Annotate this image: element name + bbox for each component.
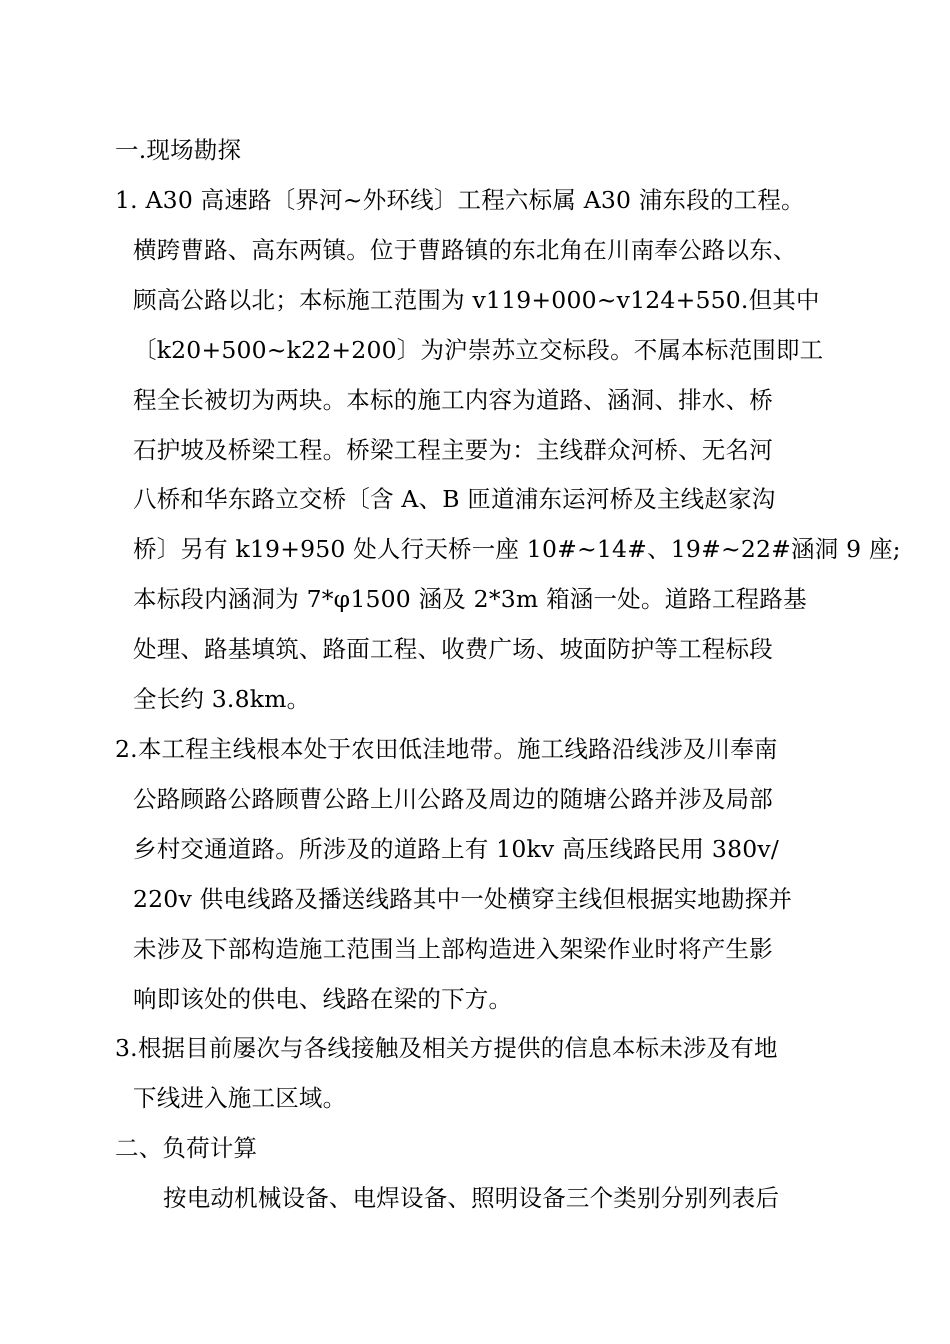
item2-line: 乡村交通道路。所涉及的道路上有 10kv 高压线路民用 380v/: [133, 835, 779, 863]
item2-line: 未涉及下部构造施工范围当上部构造进入架梁作业时将产生影: [133, 935, 773, 963]
item2-line: 2.本工程主线根本处于农田低洼地带。施工线路沿线涉及川奉南: [115, 735, 778, 763]
item1-line: 〔k20+500~k22+200〕为沪崇苏立交标段。不属本标范围即工: [133, 336, 824, 364]
item1-line: 石护坡及桥梁工程。桥梁工程主要为：主线群众河桥、无名河: [133, 436, 773, 464]
section-heading-load-calculation: 二、负荷计算: [115, 1134, 258, 1162]
item1-line: 1. A30 高速路〔界河~外环线〕工程六标属 A30 浦东段的工程。: [115, 186, 805, 214]
paragraph-line: 按电动机械设备、电焊设备、照明设备三个类别分别列表后: [163, 1184, 780, 1212]
item2-line: 响即该处的供电、线路在梁的下方。: [133, 985, 513, 1013]
item3-line: 3.根据目前屡次与各线接触及相关方提供的信息本标未涉及有地: [115, 1034, 778, 1062]
item1-line: 处理、路基填筑、路面工程、收费广场、坡面防护等工程标段: [133, 635, 773, 663]
item1-line: 程全长被切为两块。本标的施工内容为道路、涵洞、排水、桥: [133, 386, 773, 414]
item1-line: 横跨曹路、高东两镇。位于曹路镇的东北角在川南奉公路以东、: [133, 236, 797, 264]
item1-line: 本标段内涵洞为 7*φ1500 涵及 2*3m 箱涵一处。道路工程路基: [133, 585, 807, 613]
section-heading-site-survey: 一.现场勘探: [115, 136, 242, 164]
item3-line: 下线进入施工区域。: [133, 1084, 347, 1112]
item1-line: 八桥和华东路立交桥〔含 A、B 匝道浦东运河桥及主线赵家沟: [133, 485, 776, 513]
item1-line: 顾高公路以北；本标施工范围为 v119+000~v124+550.但其中: [133, 286, 820, 314]
item1-line: 全长约 3.8km。: [133, 685, 311, 713]
item1-line: 桥〕另有 k19+950 处人行天桥一座 10#~14#、19#~22#涵洞 9 座;: [133, 535, 901, 563]
item2-line: 220v 供电线路及播送线路其中一处横穿主线但根据实地勘探并: [133, 885, 793, 913]
item2-line: 公路顾路公路顾曹公路上川公路及周边的随塘公路并涉及局部: [133, 785, 773, 813]
